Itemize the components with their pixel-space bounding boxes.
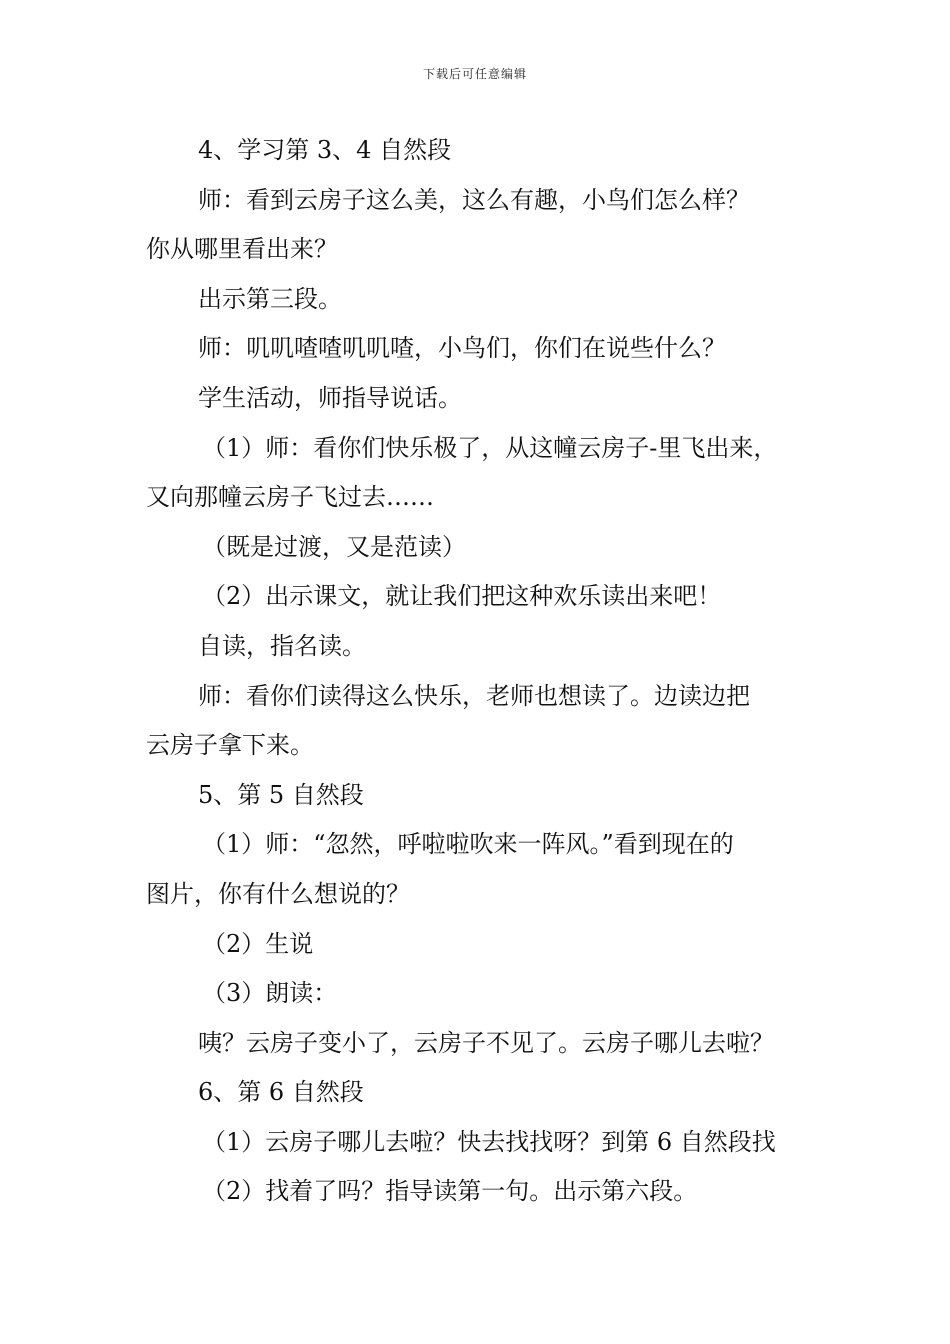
paragraph-line: 5、第 5 自然段 xyxy=(198,780,364,809)
paragraph-line: （2）找着了吗？指导读第一句。出示第六段。 xyxy=(202,1177,698,1206)
document-body xyxy=(146,126,826,1217)
paragraph-line: 师：叽叽喳喳叽叽喳，小鸟们，你们在说些什么？ xyxy=(198,334,726,363)
page-header: 下载后可任意编辑 xyxy=(422,67,527,81)
paragraph-line: 云房子拿下来。 xyxy=(146,731,314,760)
paragraph-line: （2）生说 xyxy=(202,929,314,958)
paragraph-line: 师：看你们读得这么快乐，老师也想读了。边读边把 xyxy=(198,681,750,710)
paragraph-line: 师：看到云房子这么美，这么有趣，小鸟们怎么样？ xyxy=(198,185,750,214)
paragraph-line: 学生活动，师指导说话。 xyxy=(198,383,462,412)
paragraph-line: 又向那幢云房子飞过去…… xyxy=(146,483,434,512)
paragraph-line: 图片，你有什么想说的？ xyxy=(146,879,410,908)
paragraph-line: （1）云房子哪儿去啦？快去找找呀？到第 6 自然段找 xyxy=(202,1127,776,1156)
paragraph-line: 自读，指名读。 xyxy=(198,631,366,660)
paragraph-line: （1）师：看你们快乐极了，从这幢云房子-里飞出来， xyxy=(202,433,778,462)
paragraph-line: 你从哪里看出来？ xyxy=(146,235,338,264)
paragraph-line: （既是过渡，又是范读） xyxy=(202,532,466,561)
paragraph-line: 咦？云房子变小了，云房子不见了。云房子哪儿去啦？ xyxy=(198,1028,774,1057)
paragraph-line: 6、第 6 自然段 xyxy=(198,1078,364,1107)
paragraph-line: （3）朗读： xyxy=(202,979,338,1008)
paragraph-line: （2）出示课文，就让我们把这种欢乐读出来吧！ xyxy=(202,582,722,611)
paragraph-line: 4、学习第 3、4 自然段 xyxy=(198,136,452,164)
paragraph-line: 出示第三段。 xyxy=(198,284,342,313)
paragraph-line: （1）师：“忽然，呼啦啦吹来一阵风。”看到现在的 xyxy=(202,830,734,859)
